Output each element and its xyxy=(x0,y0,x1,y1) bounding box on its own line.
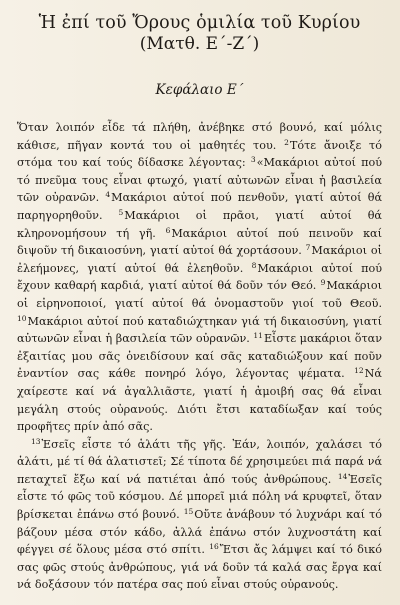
verse-text: Εἶστε μακάριοι ὅταν ἐξαιτίας μου σᾶς ὀνειδίσουν καί σᾶς καταδιώξουν καί ποῦν ἐναντίον σας κάθε πονηρό λόγο, λέγοντας ψέματα. xyxy=(17,332,382,381)
verse-number: 14 xyxy=(337,471,348,481)
verse-number: 4 xyxy=(105,190,111,200)
page-title: Ἡ ἐπί τοῦ Ὄρους ὁμιλία τοῦ Κυρίου xyxy=(38,13,361,33)
verse-text: Μακάριοι οἱ εἰρηνοποιοί, γιατί αὐτοί θά ὀνομαστοῦν γιοί τοῦ Θεοῦ. xyxy=(17,279,382,310)
verse-text: Μακάριοι αὐτοί πού ἔχουν καθαρή καρδιά, γιατί αὐτοί θά δοῦν τόν Θεό. xyxy=(17,261,383,293)
verse-number: 5 xyxy=(118,207,124,217)
verse-number: 13 xyxy=(31,436,41,446)
verse-number: 15 xyxy=(183,507,194,517)
verse-text: Ἔτσι ἄς λάμψει καί τό δικό σας φῶς στούς ἀνθρώπους, γιά νά δοῦν τά καλά σας ἔργα καί νά δοξάσουν τόν πατέρα σας πού εἶναι στούς οὐρανούς. xyxy=(17,543,382,592)
verse-number: 8 xyxy=(251,260,257,270)
verse-text: Τότε ἄνοιξε τό στόμα του καί τούς δίδασκε λέγοντας: xyxy=(17,138,382,170)
chapter-heading: Κεφάλαιο Ε΄ xyxy=(155,82,244,98)
title-block xyxy=(17,12,382,55)
verse-number: 3 xyxy=(250,155,256,165)
verse-number: 6 xyxy=(165,225,171,235)
verse-text: Μακάριοι οἱ πρᾶοι, γιατί αὐτοί θά κληρονομήσουν τή γῆ. xyxy=(17,208,382,240)
verse-text: Μακάριοι αὐτοί πού πεινοῦν καί διψοῦν τή δικαιοσύνη, γιατί αὐτοί θά χορτάσουν. xyxy=(17,226,382,258)
paragraph xyxy=(17,119,382,436)
verse-number: 7 xyxy=(305,243,311,253)
verse-text: Μακάριοι οἱ ἐλεήμονες, γιατί αὐτοί θά ἐλεηθοῦν. xyxy=(17,244,382,275)
paragraph xyxy=(17,436,382,594)
verse-number: 16 xyxy=(209,542,219,552)
verse-text: Ὅταν λοιπόν εἶδε τά πλήθη, ἀνέβηκε στό βουνό, καί μόλις κάθισε, πῆγαν κοντά του οἱ μαθητές του. xyxy=(17,121,382,152)
verse-text: Ἐσεῖς εἶστε τό ἁλάτι τῆς γῆς. Ἐάν, λοιπόν, χαλάσει τό ἁλάτι, μέ τί θά ἁλατιστεῖ; Σέ τίποτα δέ χρησιμεύει πιά παρά νά πεταχτεῖ ἔξω καί νά πατιέται ἀπό τούς ἀνθρώπους. xyxy=(17,437,382,486)
verse-text: «Μακάριοι αὐτοί πού τό πνεῦμα τους εἶναι φτωχό, γιατί αὐτωνῶν εἶναι ἡ βασιλεία τῶν οὐρανῶν. xyxy=(17,156,383,205)
verse-text: Ἐσεῖς εἶστε τό φῶς τοῦ κόσμου. Δέ μπορεῖ μιά πόλη νά κρυφτεῖ, ὅταν βρίσκεται ἐπάνω στό βουνό. xyxy=(17,472,382,522)
verse-text: Μακάριοι αὐτοί πού πενθοῦν, γιατί αὐτοί θά παρηγορηθοῦν. xyxy=(17,191,382,222)
verse-text: Οὔτε ἀνάβουν τό λυχνάρι καί τό βάζουν μέσα στόν κάδο, ἀλλά ἐπάνω στόν λυχνοστάτη καί φέγγει σέ ὅλους μέσα στό σπίτι. xyxy=(17,508,382,557)
verse-number: 12 xyxy=(354,366,364,376)
verse-number: 10 xyxy=(17,313,27,323)
verse-number: 2 xyxy=(284,137,289,147)
verse-number: 11 xyxy=(253,331,263,341)
verse-number: 9 xyxy=(320,278,326,288)
page-subtitle: (Ματθ. Ε΄-Ζ΄) xyxy=(139,34,260,54)
verse-text: Μακάριοι αὐτοί πού καταδιώχτηκαν γιά τή δικαιοσύνη, γιατί αὐτωνῶν εἶναι ἡ βασιλεία τῶν οὐρανῶν. xyxy=(17,314,382,346)
verse-text: Νά χαίρεστε καί νά ἀγαλλιᾶστε, γιατί ἡ ἀμοιβή σας θά εἶναι μεγάλη στούς οὐρανούς. Διότι ἔτσι καταδίωξαν καί τούς προφῆτες πρίν ἀπό σᾶς. xyxy=(17,367,382,434)
body-text xyxy=(17,119,382,594)
